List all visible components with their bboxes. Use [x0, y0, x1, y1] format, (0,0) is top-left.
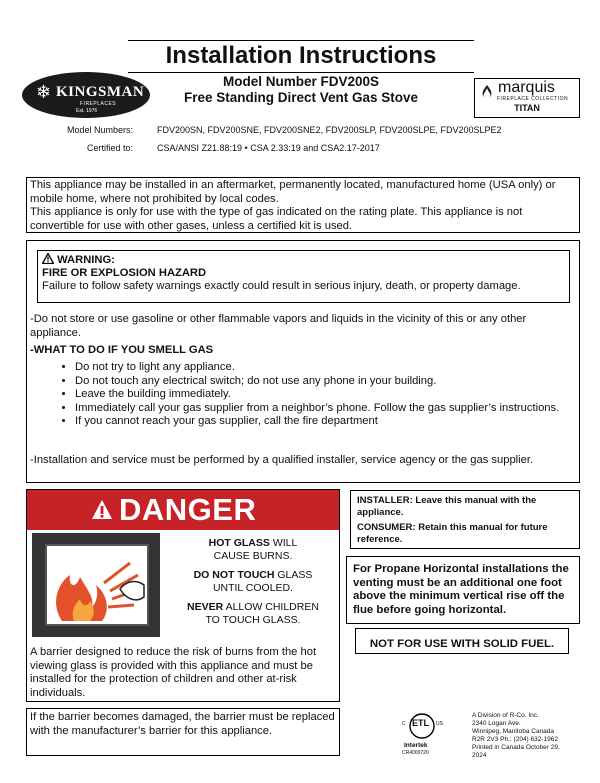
- service-text: -Installation and service must be performed by a qualified installer, service agency or the gas supplier.: [30, 454, 534, 466]
- warning-triangle-icon: [91, 499, 113, 521]
- manual-retention-box: [350, 490, 580, 549]
- installation-notice-box: [26, 177, 580, 233]
- kingsman-logo: [22, 72, 150, 118]
- etl-certification-mark: [400, 712, 444, 762]
- list-item: • Immediately call your gas supplier from a neighbor’s phone. Follow the gas supplier’s instructions.: [75, 402, 595, 416]
- propane-note-box: [346, 556, 580, 624]
- consumer-note: CONSUMER: Retain this manual for future reference.: [357, 522, 548, 545]
- marquis-logo-sub: FIREPLACE COLLECTION: [497, 96, 569, 102]
- hazard-title: FIRE OR EXPLOSION HAZARD: [42, 267, 207, 279]
- certified-to-value: CSA/ANSI Z21.88:19 • CSA 2.33:19 and CSA2.17-2017: [157, 143, 380, 153]
- warning-triangle-icon: [42, 253, 54, 264]
- barrier-note-box: [26, 708, 340, 756]
- kingsman-logo-sub: FIREPLACES: [80, 101, 117, 107]
- etl-text: ETL: [412, 718, 429, 728]
- warning-section: [26, 240, 580, 483]
- solid-fuel-box: [355, 628, 569, 654]
- manufactured-home-notice: This appliance may be installed in an aftermarket, permanently located, manufactured home (USA only) or mobile home, where not prohibited by local codes.: [30, 179, 556, 205]
- list-item: • Leave the building immediately.: [75, 388, 595, 402]
- model-heading: [160, 74, 442, 106]
- warning-label: WARNING:: [42, 253, 565, 267]
- certified-to-label: Certified to:: [86, 143, 133, 153]
- list-item: • Do not touch any electrical switch; do not use any phone in your building.: [75, 375, 595, 389]
- etl-us: US: [436, 721, 443, 727]
- list-item: • If you cannot reach your gas supplier, call the fire department: [75, 415, 595, 429]
- gas-smell-steps: [27, 361, 595, 429]
- list-item: • Do not try to light any appliance.: [75, 361, 595, 375]
- marquis-logo: [474, 78, 580, 118]
- intertek-label: Intertek: [404, 742, 428, 749]
- installer-note: INSTALLER: Leave this manual with the appliance.: [357, 495, 537, 518]
- page-title: Installation Instructions: [128, 40, 474, 73]
- etl-c: C: [402, 721, 406, 727]
- intertek-number: CR4009720: [402, 750, 429, 756]
- smell-gas-heading: -WHAT TO DO IF YOU SMELL GAS: [30, 344, 214, 356]
- do-not-store-text: -Do not store or use gasoline or other flammable vapors and liquids in the vicinity of this or any other appliance.: [30, 313, 527, 339]
- propane-note: For Propane Horizontal installations the venting must be an additional one foot above the minimum vertical rise off the flue before going horizontal.: [353, 563, 569, 616]
- hot-glass-warning: HOT GLASS WILL CAUSE BURNS. DO NOT TOUCH GLASS UNTIL COOLED. NEVER ALLOW CHILDREN TO TOUCH GLASS.: [187, 537, 319, 626]
- warning-box: [37, 250, 570, 303]
- model-number: Model Number FDV200S: [222, 74, 380, 89]
- barrier-text: A barrier designed to reduce the risk of burns from the hot viewing glass is provided with this appliance and must be installed for the protection of children and other at-risk individuals.: [30, 646, 317, 699]
- solid-fuel-note: NOT FOR USE WITH SOLID FUEL.: [369, 638, 555, 650]
- dancing-figure-icon: ❄: [36, 82, 52, 102]
- kingsman-logo-est: Est. 1976: [76, 108, 98, 114]
- warning-text: Failure to follow safety warnings exactly could result in serious injury, death, or property damage.: [42, 280, 521, 292]
- gas-type-notice: This appliance is only for use with the type of gas indicated on the rating plate. This appliance is not convertible for use with other gases, unless a certified kit is used.: [30, 206, 523, 232]
- model-numbers-value: FDV200SN, FDV200SNE, FDV200SNE2, FDV200SLP, FDV200SLPE, FDV200SLPE2: [157, 125, 502, 135]
- marquis-logo-name: marquis: [498, 79, 555, 96]
- danger-banner: [27, 490, 339, 530]
- barrier-note: If the barrier becomes damaged, the barrier must be replaced with the manufacturer’s barrier for this appliance.: [30, 711, 335, 737]
- danger-label: DANGER: [119, 492, 257, 527]
- marquis-logo-series: TITAN: [514, 103, 540, 113]
- flame-icon: [481, 85, 493, 99]
- company-address: A Division of R-Co. Inc. 2340 Logan Ave. Winnipeg, Manitoba Canada R2R 2V3 Ph.: (204) 632-1962 Printed in Canada October 29, 2024: [472, 712, 560, 759]
- kingsman-logo-name: KINGSMAN: [56, 84, 145, 100]
- product-description: Free Standing Direct Vent Gas Stove: [183, 90, 419, 105]
- model-numbers-label: Model Numbers:: [66, 125, 133, 135]
- hot-glass-icon: [32, 533, 160, 637]
